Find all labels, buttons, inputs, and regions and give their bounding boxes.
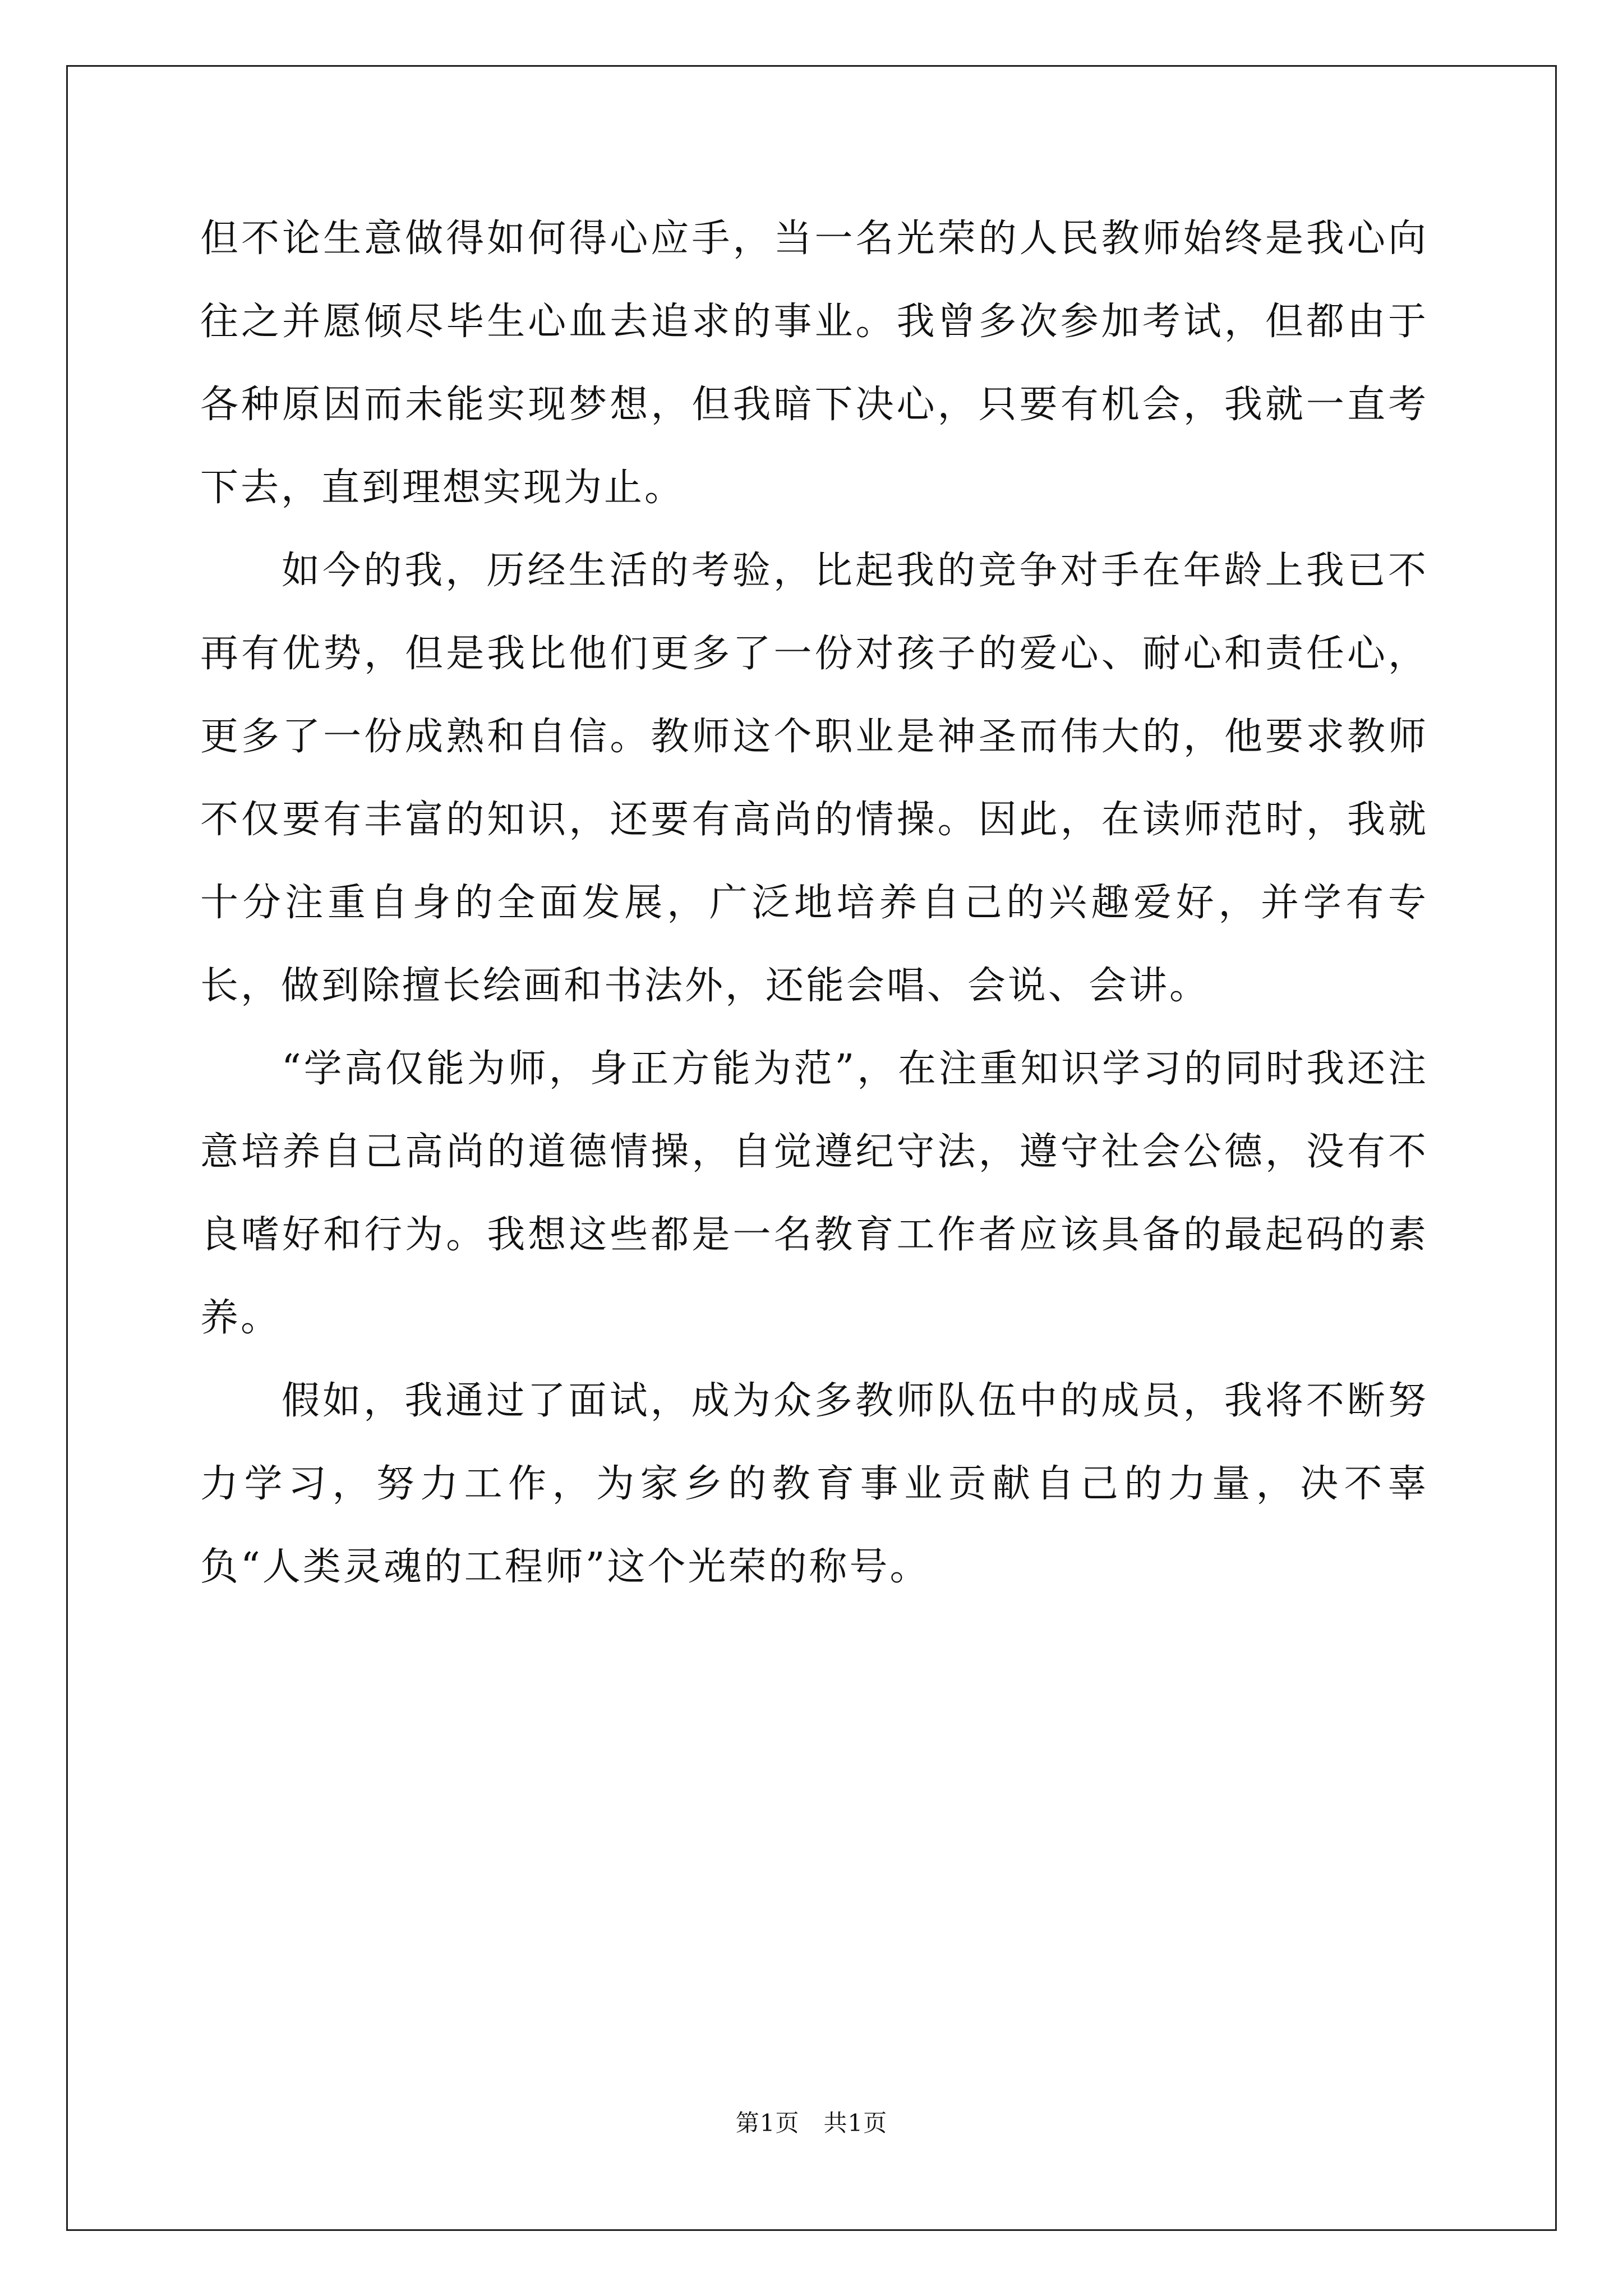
paragraph-2: 如今的我，历经生活的考验，比起我的竞争对手在年龄上我已不再有优势，但是我比他们更多了一份对孩子的爱心、耐心和责任心，更多了一份成熟和自信。教师这个职业是神圣而伟大的，他要求教师不仅要有丰富的知识，还要有高尚的情操。因此，在读师范时，我就十分注重自身的全面发展，广泛地培养自己的兴趣爱好，并学有专长，做到除擅长绘画和书法外，还能会唱、会说、会讲。 [200,549,1428,1008]
paragraph-1: 但不论生意做得如何得心应手，当一名光荣的人民教师始终是我心向往之并愿倾尽毕生心血去追求的事业。我曾多次参加考试，但都由于各种原因而未能实现梦想，但我暗下决心，只要有机会，我就一直考下去，直到理想实现为止。 [200,217,1428,510]
paragraph-3: “学高仅能为师，身正方能为范”，在注重知识学习的同时我还注意培养自己高尚的道德情操，自觉遵纪守法，遵守社会公德，没有不良嗜好和行为。我想这些都是一名教育工作者应该具备的最起码的素养。 [200,1047,1428,1340]
document-body [200,197,1428,1609]
page-number-footer: 第1页 共1页 [735,2109,888,2137]
paragraph-4: 假如，我通过了面试，成为众多教师队伍中的成员，我将不断努力学习，努力工作，为家乡的教育事业贡献自己的力量，决不辜负“人类灵魂的工程师”这个光荣的称号。 [200,1379,1428,1589]
